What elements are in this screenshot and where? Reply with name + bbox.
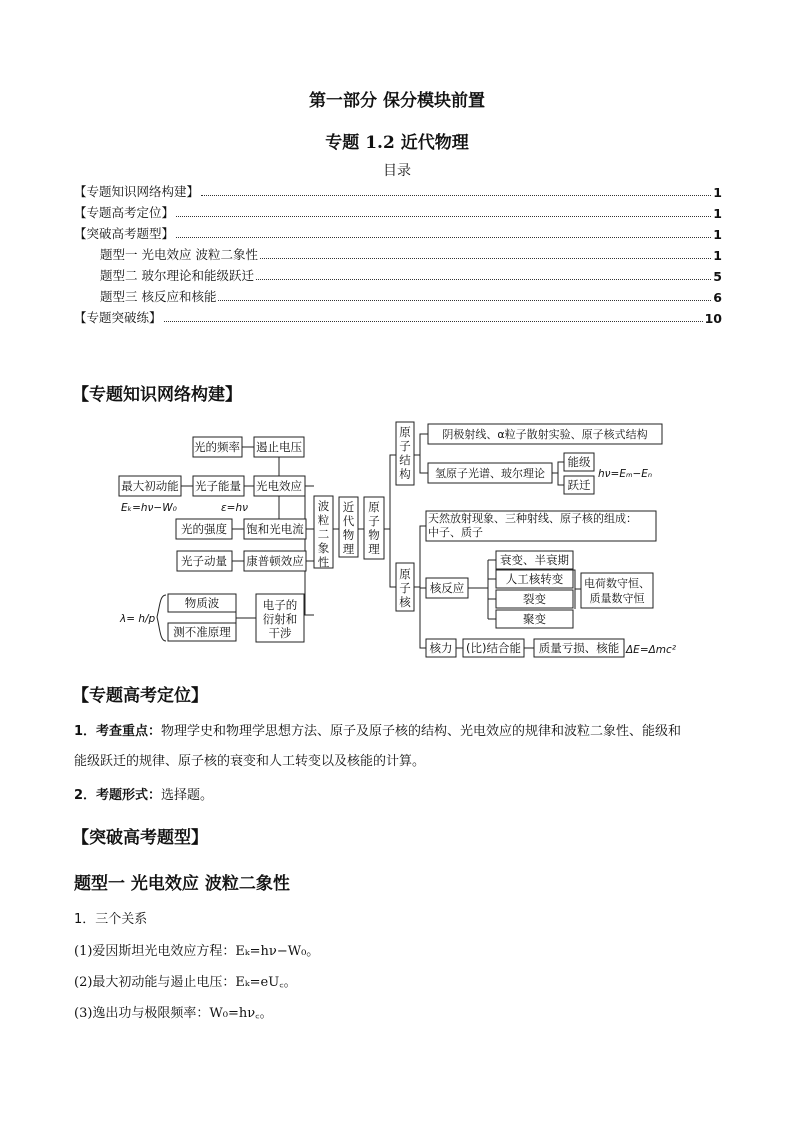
toc-entry-page: 1 — [713, 227, 722, 242]
label-fusion: 聚变 — [523, 612, 546, 626]
label-electron-diffraction-3: 干涉 — [268, 626, 292, 640]
label-photon-freq: 光的频率 — [194, 440, 240, 454]
label-energy-level: 能级 — [567, 455, 591, 469]
label-stop-voltage: 遏止电压 — [256, 440, 302, 454]
label-natural-radioactivity-1: 天然放射现象、三种射线、原子核的组成： — [428, 512, 637, 525]
position-item-1-text-a: 物理学史和物理学思想方法、原子及原子核的结构、光电效应的规律和波粒二象性、能级和 — [161, 724, 682, 739]
label-max-ke: 最大初动能 — [121, 479, 179, 493]
toc-entry-page: 1 — [713, 206, 722, 221]
label-cathode-ray: 阴极射线、α粒子散射实验、原子核式结构 — [442, 428, 648, 441]
label-photon-momentum: 光子动量 — [181, 554, 227, 568]
toc-entry[interactable] — [100, 264, 722, 284]
part-title: 第一部分 保分模块前置 — [309, 91, 485, 111]
formula-lambda: λ= h/p — [120, 613, 156, 625]
label-atomic-structure-3: 结 — [399, 453, 411, 467]
label-conservation-1: 电荷数守恒、 — [584, 577, 650, 590]
toc-entry-page: 6 — [713, 290, 722, 305]
label-uncertainty: 测不准原理 — [173, 625, 231, 639]
toc-entry-label: 题型一 光电效应 波粒二象性 — [100, 247, 258, 262]
label-nucleus-3: 核 — [399, 595, 411, 609]
toc-leader — [260, 258, 711, 259]
label-artificial-transmutation: 人工核转变 — [505, 572, 564, 586]
topic-title: 专题 1.2 近代物理 — [325, 133, 469, 153]
formula-eps: ε=hν — [221, 502, 248, 514]
label-conservation-2: 质量数守恒 — [589, 592, 645, 605]
position-item-1-text-b: 能级跃迁的规律、原子核的衰变和人工转变以及核能的计算。 — [74, 754, 426, 769]
position-item-2-label: 2．考题形式： — [74, 788, 162, 803]
label-nuclear-reaction: 核反应 — [429, 581, 465, 595]
toc-entry-label: 题型三 核反应和核能 — [100, 289, 217, 304]
position-item-2 — [74, 781, 724, 811]
toc-leader — [176, 216, 711, 217]
label-nuclear-force: 核力 — [429, 641, 453, 655]
brace-icon — [157, 595, 166, 641]
label-transition: 跃迁 — [567, 478, 591, 492]
label-modern-physics-3: 物 — [342, 528, 355, 542]
label-modern-physics-2: 代 — [342, 514, 355, 528]
label-saturation-current: 饱和光电流 — [246, 522, 304, 536]
label-light-intensity: 光的强度 — [181, 522, 227, 536]
section-position-heading: 【专题高考定位】 — [72, 686, 208, 706]
toc-title: 目录 — [383, 163, 411, 179]
toc-entry-label: 题型二 玻尔理论和能级跃迁 — [100, 268, 254, 283]
label-wave-particle-1: 波 — [317, 499, 330, 513]
type1-relation-2: (2)最大初动能与遏止电压：Eₖ=eU꜀。 — [74, 975, 297, 990]
label-atomic-structure-2: 子 — [399, 439, 411, 453]
label-hydrogen-spectrum: 氢原子光谱、玻尔理论 — [435, 467, 545, 480]
toc-entry[interactable] — [74, 222, 722, 242]
label-matter-wave: 物质波 — [184, 596, 220, 610]
toc-leader — [201, 195, 711, 196]
formula-ek: Eₖ=hν−W₀ — [121, 502, 177, 514]
section-network-heading: 【专题知识网络构建】 — [72, 385, 242, 405]
label-wave-particle-4: 象 — [317, 541, 330, 555]
position-item-1 — [74, 717, 724, 777]
section-breakthrough-heading: 【突破高考题型】 — [72, 828, 208, 848]
toc-entry-label: 【专题高考定位】 — [74, 205, 175, 220]
label-mass-defect: 质量亏损、核能 — [538, 641, 620, 655]
formula-hv: hν=Eₘ−Eₙ — [598, 468, 653, 480]
label-wave-particle-2: 粒 — [317, 513, 330, 527]
label-binding-energy: (比)结合能 — [466, 641, 521, 655]
label-atomic-physics-3: 物 — [368, 528, 380, 542]
type1-sub1: 1．三个关系 — [74, 912, 148, 927]
toc-entry-page: 5 — [713, 269, 722, 284]
toc-entry[interactable] — [74, 201, 722, 221]
toc-leader — [164, 321, 703, 322]
type1-relation-1: (1)爱因斯坦光电效应方程：Eₖ=hν−W₀。 — [74, 944, 320, 959]
formula-emc2: ΔE=Δmc² — [626, 644, 677, 656]
label-wave-particle-5: 性 — [317, 555, 330, 569]
toc-entry[interactable] — [100, 285, 722, 305]
toc-entry[interactable] — [74, 306, 722, 326]
label-atomic-structure-1: 原 — [399, 425, 411, 439]
toc-entry-label: 【专题知识网络构建】 — [74, 184, 200, 199]
label-wave-particle-3: 二 — [317, 527, 330, 541]
label-atomic-physics-2: 子 — [368, 514, 380, 528]
toc-entry[interactable] — [74, 180, 722, 200]
toc-leader — [256, 279, 711, 280]
toc-entry-label: 【专题突破练】 — [74, 310, 162, 325]
knowledge-network-diagram — [0, 415, 794, 665]
toc-entry-page: 10 — [704, 311, 722, 326]
label-electron-diffraction-1: 电子的 — [262, 598, 298, 612]
toc-entry-label: 【突破高考题型】 — [74, 226, 175, 241]
toc-leader — [218, 300, 711, 301]
label-fission: 裂变 — [523, 592, 546, 606]
type1-title: 题型一 光电效应 波粒二象性 — [74, 874, 290, 894]
label-compton: 康普顿效应 — [246, 554, 304, 568]
label-photon-energy: 光子能量 — [195, 479, 241, 493]
label-modern-physics-4: 理 — [342, 542, 355, 556]
type1-relation-3: (3)逸出功与极限频率：W₀=hν꜀。 — [74, 1006, 273, 1021]
position-item-1-label: 1．考查重点： — [74, 724, 162, 739]
toc-entry[interactable] — [100, 243, 722, 263]
label-natural-radioactivity-2: 中子、质子 — [428, 526, 483, 539]
toc-entry-page: 1 — [713, 248, 722, 263]
label-modern-physics-1: 近 — [342, 500, 355, 514]
label-nucleus-1: 原 — [399, 567, 411, 581]
label-atomic-physics-4: 理 — [368, 542, 380, 556]
label-photoelectric: 光电效应 — [256, 479, 302, 493]
label-decay: 衰变、半衰期 — [500, 553, 569, 567]
toc-entry-page: 1 — [713, 185, 722, 200]
label-electron-diffraction-2: 衍射和 — [262, 612, 298, 626]
toc-leader — [176, 237, 711, 238]
label-nucleus-2: 子 — [399, 581, 411, 595]
label-atomic-physics-1: 原 — [368, 500, 380, 514]
label-atomic-structure-4: 构 — [399, 467, 411, 481]
position-item-2-text: 选择题。 — [161, 788, 214, 803]
